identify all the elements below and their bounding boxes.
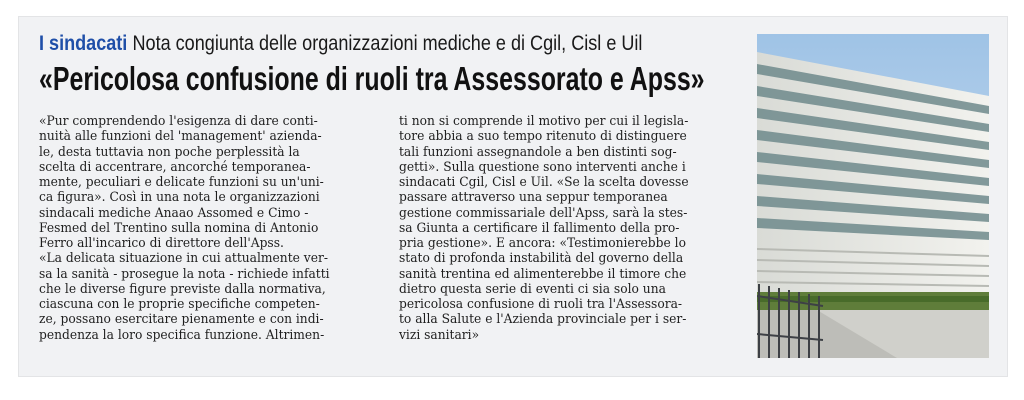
article-line: ti non si comprende il motivo per cui il legisla- [399, 114, 689, 129]
article-line: «La delicata situazione in cui attualmente ver- [39, 251, 328, 267]
article-line: getti». Sulla questione sono interventi anche i [399, 159, 686, 175]
section-tag: I sindacati [39, 32, 128, 55]
article-line: stato di profonda instabilità del governo della [399, 251, 684, 267]
article-line: tore abbia a suo tempo ritenuto di distinguere [399, 129, 687, 145]
article-line: vizi sanitari» [399, 327, 480, 343]
article-line: ciascuna con le proprie specifiche competen- [39, 297, 320, 312]
article-line: gestione commissariale dell'Apss, sarà la stes- [399, 205, 688, 221]
article-line: «Pur comprendendo l'esigenza di dare conti- [39, 114, 318, 129]
headline: «Pericolosa confusione di ruoli tra Assessorato e Apss» [39, 60, 705, 97]
article-line: pendenza la loro specifica funzione. Altrimen- [39, 327, 325, 343]
article-line: che le diverse figure previste dalla normativa, [39, 281, 326, 297]
building-photo [757, 34, 989, 358]
article-line: tali funzioni assegnandole a ben distinti sog- [399, 144, 677, 160]
article-line: Fesmed del Trentino sulla nomina di Antonio [39, 220, 319, 236]
article-line: ze, possano esercitare pienamente e con indi- [39, 312, 324, 328]
article-line: pria gestione». E ancora: «Testimonierebbe lo [399, 236, 686, 251]
article-line: Ferro all'incarico di direttore dell'Apss. [39, 236, 284, 251]
kicker-line [39, 29, 641, 59]
article-line: sa la sanità - prosegue la nota - richiede infatti [39, 266, 330, 282]
subheadline: Nota congiunta delle organizzazioni mediche e di Cgil, Cisl e Uil [132, 32, 643, 55]
article-line: sindacati Cgil, Cisl e Uil. «Se la scelta dovesse [399, 175, 689, 190]
article-column-2 [399, 114, 739, 343]
article-line: pericolosa confusione di ruoli tra l'Assessora- [399, 297, 683, 312]
article-line: mente, peculiari e delicate funzioni su un'uni- [39, 175, 324, 190]
article-line: scelta di accentrare, ancorché temporanea- [39, 159, 311, 175]
article-line: to alla Salute e l'Azienda provinciale per i ser- [399, 312, 687, 328]
article-line: le, desta tuttavia non poche perplessità la [39, 144, 300, 160]
article-line: sindacali mediche Anaao Assomed e Cimo - [39, 205, 309, 221]
article-column-1 [39, 114, 394, 343]
article-line: passare attraverso una seppur temporanea [399, 190, 668, 206]
article-line: ca figura». Così in una nota le organizzazioni [39, 190, 320, 206]
article-line: sanità trentina ed alimenterebbe il timore che [399, 266, 687, 282]
article-line: sa Giunta a certificare il fallimento della pro- [399, 220, 680, 236]
newspaper-clipping [18, 16, 1008, 377]
article-line: dietro questa serie di eventi ci sia solo una [399, 281, 666, 297]
article-line: nuità alle funzioni del 'management' azienda- [39, 129, 322, 145]
